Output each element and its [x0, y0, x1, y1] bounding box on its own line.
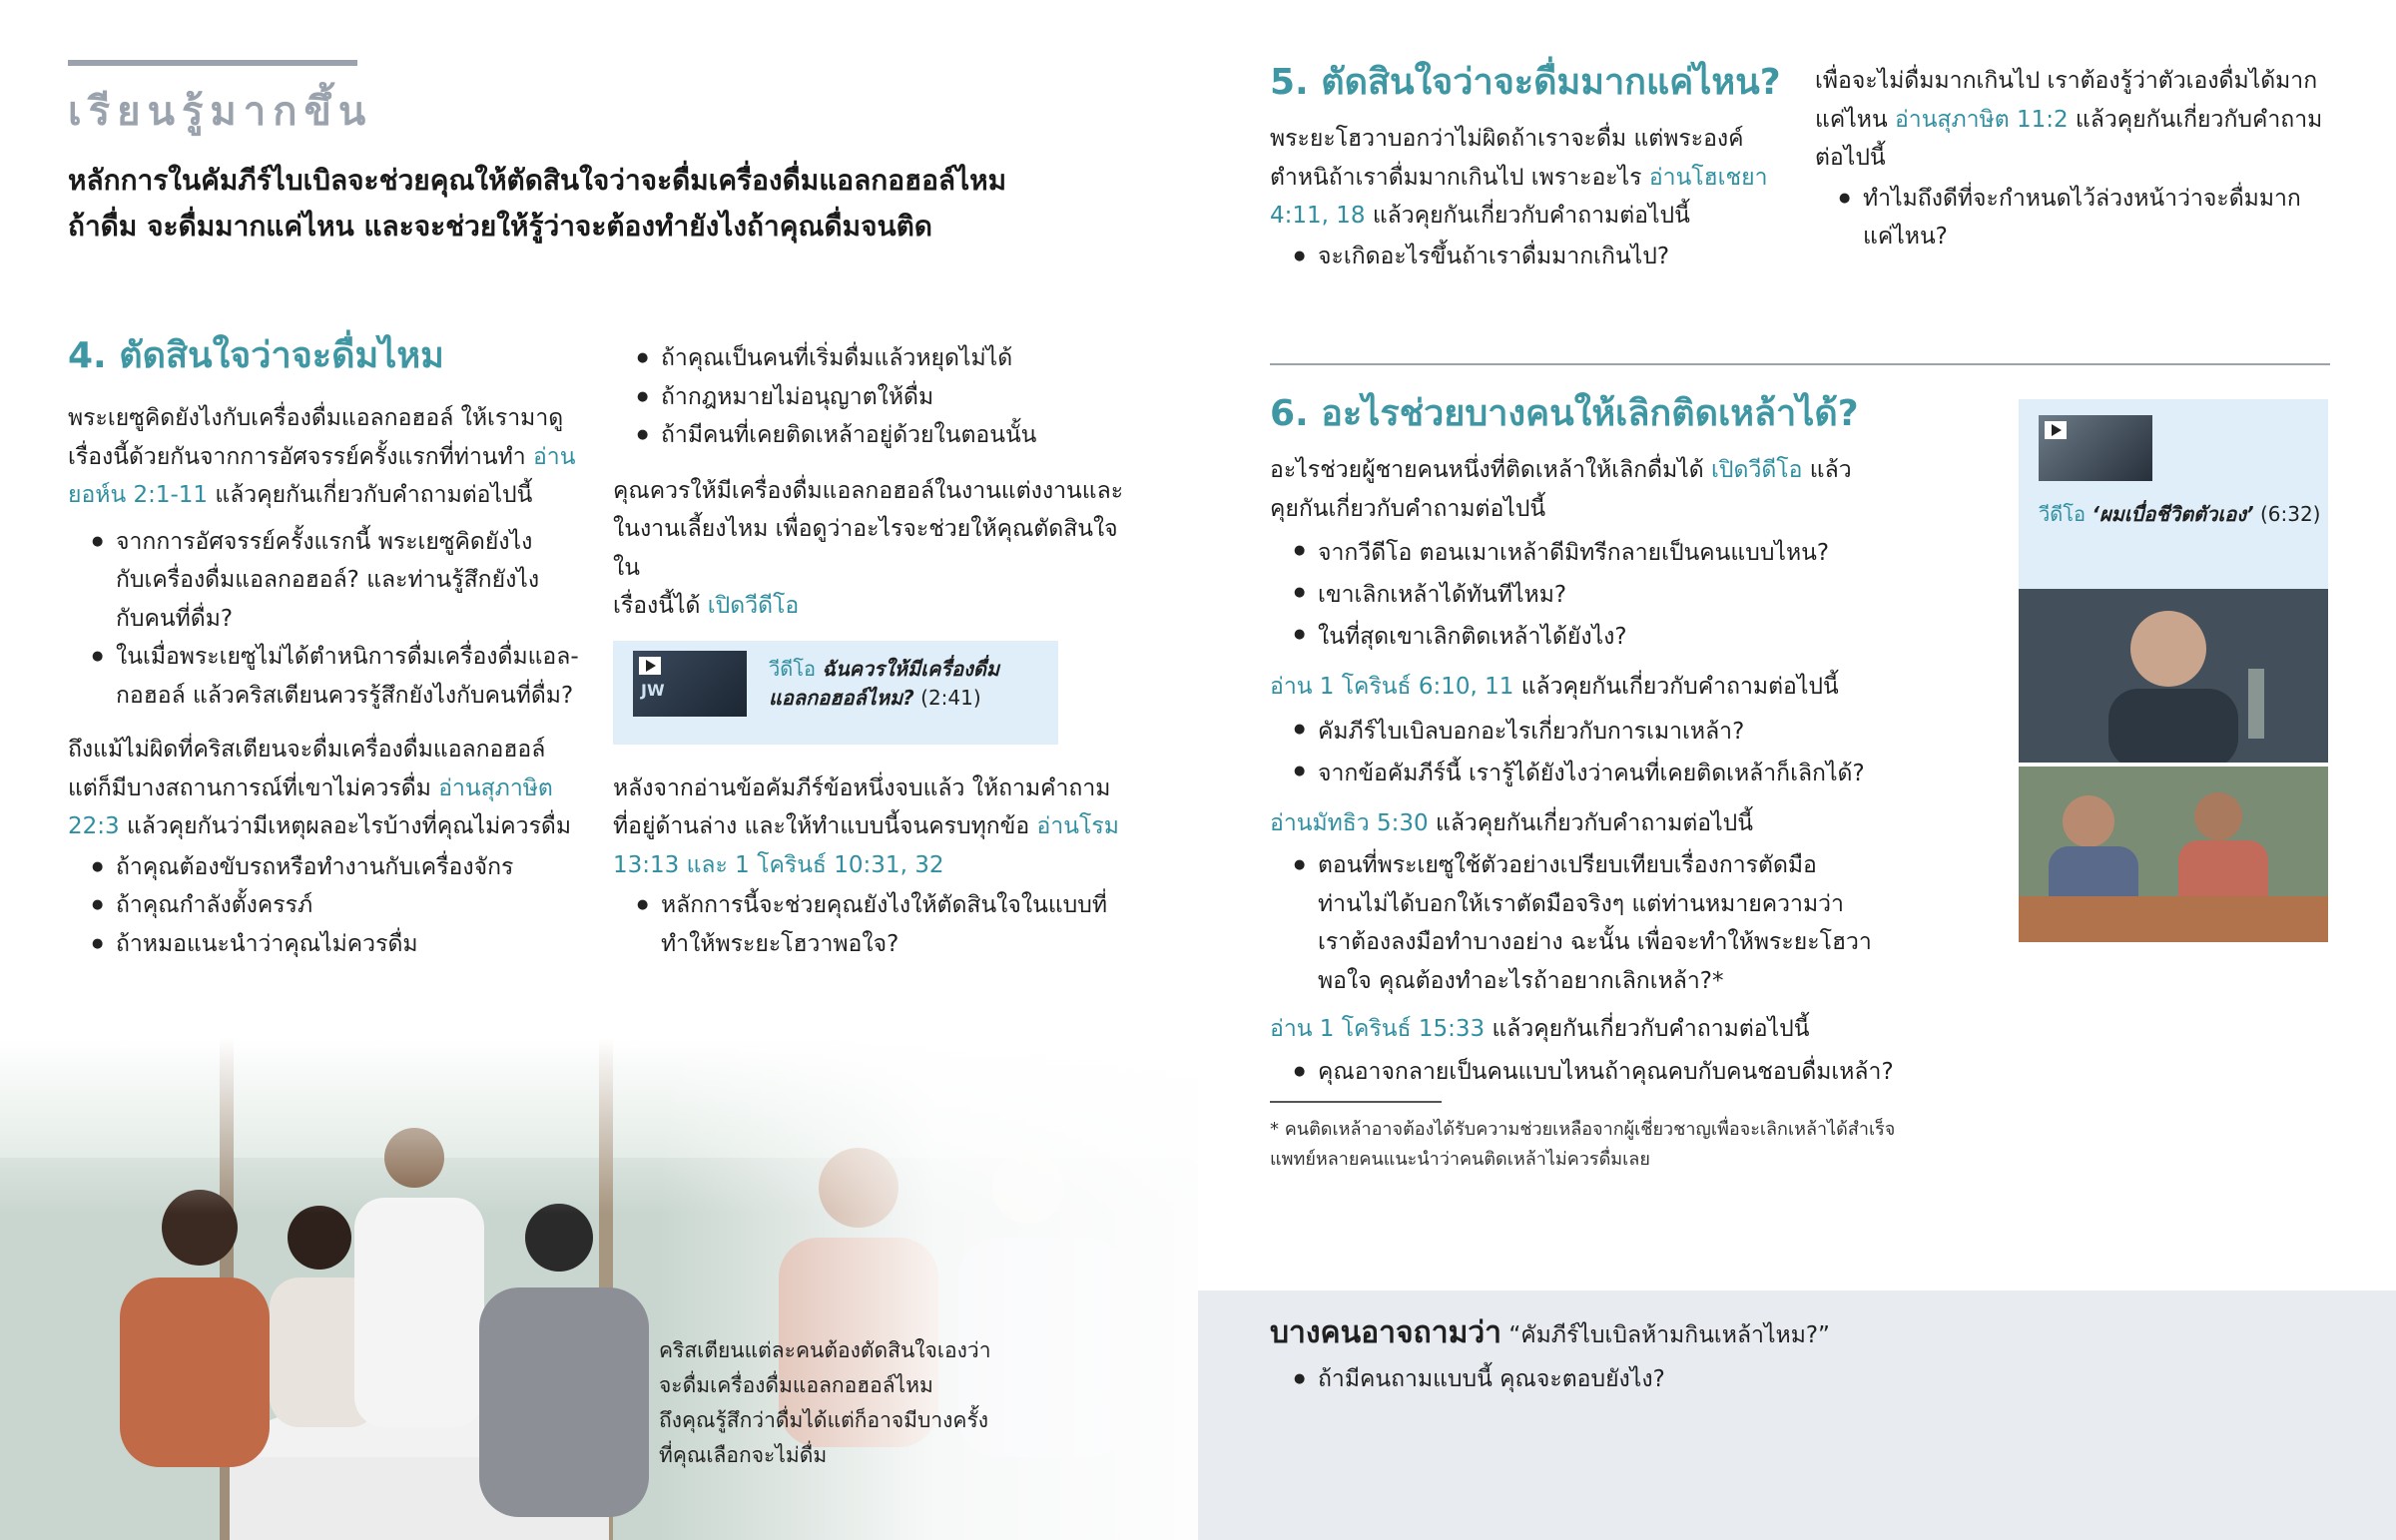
- question-item: ● ในที่สุดเขาเลิกติดเหล้าได้ยังไง?: [1270, 616, 1969, 658]
- text-line: ● ตอนที่พระเยซูใช้ตัวอย่างเปรียบเทียบเรื่องการตัดมือ: [1318, 852, 1817, 878]
- section-5-heading: 5. ตัดสินใจว่าจะดื่มมากแค่ไหน?: [1270, 62, 1781, 103]
- reason-item: ● ถ้ามีคนที่เคยติดเหล้าอยู่ด้วยในตอนนั้น: [613, 416, 1132, 455]
- text-line: ● ในเมื่อพระเยซูไม่ได้ตำหนิการดื่มเครื่องดื่มแอล-: [116, 644, 579, 670]
- text-line: พอใจ คุณต้องทำอะไรถ้าอยากเลิกเหล้า?*: [1318, 967, 1724, 994]
- text-span: ตำหนิถ้าเราดื่มมากเกินไป เพราะอะไร: [1270, 164, 1649, 191]
- text-line: * คนติดเหล้าอาจต้องได้รับความช่วยเหลือจากผู้เชี่ยวชาญเพื่อจะเลิกเหล้าได้สำเร็จ: [1270, 1119, 1896, 1140]
- text-line: หลังจากอ่านข้อคัมภีร์ข้อหนึ่งจบแล้ว ให้ถามคำถาม: [613, 774, 1111, 801]
- text-line: [1270, 159, 1789, 198]
- text-span: อะไรช่วยผู้ชายคนหนึ่งที่ติดเหล้าให้เลิกดื่มได้: [1270, 457, 1712, 483]
- section-5-para2: [1815, 62, 2334, 178]
- text-line: พระเยซูคิดยังไงกับเครื่องดื่มแอลกอฮอล์ ให้เรามาดู: [68, 405, 564, 431]
- reason-item: ● ถ้าหมอแนะนำว่าคุณไม่ควรดื่ม: [68, 925, 587, 964]
- text-line: ในงานเลี้ยงไหม เพื่อดูว่าอะไรจะช่วยให้คุณตัดสินใจใน: [613, 516, 1118, 581]
- reason-list: [68, 848, 587, 964]
- text-line: กอฮอล์ แล้วคริสเตียนควรรู้สึกยังไงกับคนที่ดื่ม?: [116, 682, 574, 709]
- text-line: [769, 655, 999, 684]
- scripture-link[interactable]: อ่านสุภาษิต 11:2: [1894, 106, 2069, 133]
- ask-box: [1198, 1290, 2396, 1540]
- ask-heading-line: [1270, 1312, 1830, 1356]
- video-title: ฉันควรให้มีเครื่องดื่ม: [822, 656, 1000, 681]
- text-line: ● หลักการนี้จะช่วยคุณยังไงให้ตัดสินใจในแบบที่: [661, 892, 1108, 918]
- scripture-link[interactable]: อ่านมัทธิว 5:30: [1270, 809, 1429, 836]
- video-duration: (2:41): [913, 685, 981, 710]
- question-item: ● จะเกิดอะไรขึ้นถ้าเราดื่มมากเกินไป?: [1270, 238, 1789, 276]
- scripture-link[interactable]: 22:3: [68, 813, 120, 839]
- section-6-para1: [1270, 451, 1969, 528]
- video-label: วีดีโอ: [769, 656, 823, 681]
- section-4: [68, 333, 587, 963]
- text-line: กับคนที่ดื่ม?: [116, 605, 234, 632]
- text-line: [68, 770, 587, 808]
- text-line: ถึงแม้ไม่ผิดที่คริสเตียนจะดื่มเครื่องดื่มแอลกอฮอล์: [68, 737, 546, 763]
- text-span: เรื่องนี้ได้: [613, 593, 708, 619]
- question-item: ● คุณอาจกลายเป็นคนแบบไหนถ้าคุณคบกับคนชอบดื่มเหล้า?: [1270, 1053, 1969, 1092]
- scripture-link[interactable]: อ่านสุภาษิต: [438, 774, 553, 801]
- section-4-col2: [613, 339, 1132, 963]
- text-line: ถึงคุณรู้สึกว่าดื่มได้แต่ก็อาจมีบางครั้ง: [659, 1408, 988, 1432]
- text-line: จะดื่มเครื่องดื่มแอลกอฮอล์ไหม: [659, 1373, 933, 1397]
- scripture-link[interactable]: 13:13 และ 1 โครินธ์ 10:31, 32: [613, 851, 944, 878]
- video-title: แอลกอฮอล์ไหม?: [769, 685, 914, 710]
- text-line: พระยะโฮวาบอกว่าไม่ผิดถ้าเราจะดื่ม แต่พระองค์: [1270, 126, 1744, 152]
- ask-quote: “คัมภีร์ไบเบิลห้ามกินเหล้าไหม?”: [1501, 1322, 1830, 1348]
- question-list: [1270, 711, 1969, 794]
- photo-bible-study-art: [2019, 767, 2328, 942]
- section-6: [1270, 391, 1969, 1175]
- question-item: ● จากข้อคัมภีร์นี้ เรารู้ได้ยังไงว่าคนที่เคยติดเหล้าก็เลิกได้?: [1270, 753, 1969, 794]
- scripture-link[interactable]: อ่าน 1 โครินธ์ 6:10, 11: [1270, 674, 1514, 700]
- text-line: [68, 438, 587, 477]
- text-line: คุณควรให้มีเครื่องดื่มแอลกอฮอล์ในงานแต่งงานและ: [613, 477, 1124, 504]
- text-line: เราต้องลงมือทำบางอย่าง ฉะนั้น เพื่อจะทำให้พระยะโฮวา: [1318, 929, 1872, 955]
- question-item: [68, 638, 587, 715]
- section-5: [1270, 60, 1789, 275]
- section-4-para3: [613, 472, 1132, 626]
- kicker-rule: [68, 60, 357, 66]
- photo-bible-study: [2019, 767, 2328, 942]
- intro-lead-line2: ถ้าดื่ม จะดื่มมากแค่ไหน และจะช่วยให้รู้ว่าจะต้องทำยังไงถ้าคุณดื่มจนติด: [68, 210, 932, 243]
- play-icon: [2045, 421, 2067, 439]
- scripture-link[interactable]: อ่านโฮเชยา: [1648, 164, 1768, 191]
- reason-item: ● ถ้าคุณต้องขับรถหรือทำงานกับเครื่องจักร: [68, 848, 587, 887]
- section-4-para2: [68, 731, 587, 846]
- text-span: แล้วคุยกันเกี่ยวกับคำถามต่อไปนี้: [1485, 1016, 1810, 1042]
- video-card-dimitri[interactable]: [2019, 399, 2328, 589]
- reason-item: ● ถ้ากฎหมายไม่อนุญาตให้ดื่ม: [613, 378, 1132, 417]
- question-item: ● ถ้ามีคนถามแบบนี้ คุณจะตอบยังไง?: [1270, 1360, 1665, 1399]
- video-label: วีดีโอ: [2039, 502, 2093, 526]
- text-line: [68, 807, 587, 846]
- text-span: แล้วคุยกันเกี่ยวกับคำถามต่อไปนี้: [1365, 203, 1690, 229]
- text-span: แค่ไหน: [1815, 106, 1895, 133]
- text-span: ที่อยู่ด้านล่าง และให้ทำแบบนี้จนครบทุกข้อ: [613, 813, 1037, 839]
- text-span: แล้วคุยกันว่ามีเหตุผลอะไรบ้างที่คุณไม่ควรดื่ม: [119, 813, 572, 839]
- scripture-link[interactable]: อ่านโรม: [1036, 813, 1119, 839]
- section-6-read4: [1270, 1010, 1969, 1049]
- text-line: คุยกันเกี่ยวกับคำถามต่อไปนี้: [1270, 495, 1546, 522]
- question-item: ● คัมภีร์ไบเบิลบอกอะไรเกี่ยวกับการเมาเหล้า?: [1270, 711, 1969, 753]
- play-icon: [639, 657, 661, 675]
- section-4-para4: [613, 770, 1132, 885]
- question-list: [1270, 846, 1969, 1000]
- video-thumbnail[interactable]: [633, 651, 747, 717]
- jw-logo: JW: [641, 680, 665, 700]
- open-video-link[interactable]: เปิดวีดีโอ: [707, 593, 800, 619]
- illustration-caption: [659, 1333, 990, 1473]
- question-item: [68, 523, 587, 639]
- question-item: [613, 886, 1132, 963]
- text-line: [769, 684, 999, 713]
- intro-lead: [68, 158, 1006, 250]
- text-line: เพื่อจะไม่ดื่มมากเกินไป เราต้องรู้ว่าตัวเองดื่มได้มาก: [1815, 68, 2318, 94]
- scripture-link[interactable]: อ่าน: [532, 443, 576, 470]
- kicker-title: เรียนรู้มากขึ้น: [68, 89, 373, 135]
- question-item: ● จากวีดีโอ ตอนเมาเหล้าดีมิทรีกลายเป็นคนแบบไหน?: [1270, 532, 1969, 574]
- text-span: แต่ก็มีบางสถานการณ์ที่เขาไม่ควรดื่ม: [68, 774, 439, 801]
- video-caption: [769, 655, 999, 713]
- section-4-intro: [68, 399, 587, 515]
- text-line: [613, 587, 1132, 626]
- text-span: แล้ว: [1802, 457, 1852, 483]
- section-6-read2: [1270, 668, 1969, 707]
- illustration-dinner: [0, 1038, 1198, 1540]
- scripture-link[interactable]: ยอห์น 2:1-11: [68, 482, 209, 508]
- question-list: [68, 523, 587, 716]
- video-duration: (6:32): [2253, 502, 2321, 526]
- text-line: [1270, 197, 1789, 236]
- text-line: แค่ไหน?: [1863, 224, 1948, 250]
- section-6-read3: [1270, 804, 1969, 843]
- question-list: [1815, 180, 2334, 257]
- text-span: แล้วคุยกันเกี่ยวกับคำถาม: [2068, 106, 2323, 133]
- question-item: [1270, 846, 1969, 1000]
- section-6-heading: 6. อะไรช่วยบางคนให้เลิกติดเหล้าได้?: [1270, 393, 1859, 434]
- photo-man-drinking: [2019, 589, 2328, 763]
- text-line: ท่านไม่ได้บอกให้เราตัดมือจริงๆ แต่ท่านหมายความว่า: [1318, 890, 1844, 917]
- question-list: [613, 886, 1132, 963]
- text-span: เรื่องนี้ด้วยกันจากการอัศจรรย์ครั้งแรกที่ท่านทำ: [68, 443, 533, 470]
- video-caption: [2039, 499, 2320, 529]
- footnote: [1270, 1115, 1969, 1175]
- question-item: [1815, 180, 2334, 257]
- scripture-link[interactable]: อ่าน 1 โครินธ์ 15:33: [1270, 1016, 1486, 1042]
- text-line: [613, 846, 1132, 885]
- video-title: ‘ผมเบื่อชีวิตตัวเอง’: [2092, 502, 2254, 526]
- text-line: กับเครื่องดื่มแอลกอฮอล์? และท่านรู้สึกยังไง: [116, 567, 540, 593]
- intro-lead-line1: หลักการในคัมภีร์ไบเบิลจะช่วยคุณให้ตัดสินใจว่าจะดื่มเครื่องดื่มแอลกอฮอล์ไหม: [68, 164, 1007, 197]
- text-line: ต่อไปนี้: [1815, 145, 1886, 171]
- photo-man-drinking-art: [2019, 589, 2328, 763]
- section-5-col2: [1815, 62, 2334, 257]
- ask-question-list: [1270, 1360, 1665, 1399]
- scripture-link[interactable]: 4:11, 18: [1270, 203, 1366, 229]
- text-span: แล้วคุยกันเกี่ยวกับคำถามต่อไปนี้: [208, 482, 533, 508]
- ask-heading: บางคนอาจถามว่า: [1270, 1315, 1502, 1350]
- footnote-rule: [1270, 1101, 1442, 1103]
- dinner-scene-art: [0, 1038, 1198, 1540]
- section-5-para1: [1270, 120, 1789, 236]
- text-line: [1815, 101, 2334, 140]
- reason-list: [613, 339, 1132, 455]
- text-line: ที่คุณเลือกจะไม่ดื่ม: [659, 1443, 828, 1467]
- text-line: คริสเตียนแต่ละคนต้องตัดสินใจเองว่า: [659, 1338, 991, 1362]
- question-list: [1270, 1053, 1969, 1092]
- text-line: [68, 476, 587, 515]
- video-card[interactable]: [613, 641, 1058, 745]
- text-span: แล้วคุยกันเกี่ยวกับคำถามต่อไปนี้: [1428, 809, 1753, 836]
- open-video-link[interactable]: เปิดวีดีโอ: [1711, 457, 1803, 483]
- reason-item: ● ถ้าคุณเป็นคนที่เริ่มดื่มแล้วหยุดไม่ได้: [613, 339, 1132, 378]
- question-item: ● เขาเลิกเหล้าได้ทันทีไหม?: [1270, 574, 1969, 616]
- text-line: ทำให้พระยะโฮวาพอใจ?: [661, 930, 899, 957]
- section-divider: [1270, 363, 2330, 365]
- text-span: แล้วคุยกันเกี่ยวกับคำถามต่อไปนี้: [1513, 674, 1839, 700]
- text-line: [613, 807, 1132, 846]
- video-thumbnail[interactable]: [2039, 415, 2152, 481]
- text-line: ● ทำไมถึงดีที่จะกำหนดไว้ล่วงหน้าว่าจะดื่มมาก: [1863, 185, 2301, 212]
- text-line: [1270, 451, 1969, 490]
- question-list: [1270, 238, 1789, 276]
- question-list: [1270, 532, 1969, 658]
- reason-item: ● ถ้าคุณกำลังตั้งครรภ์: [68, 886, 587, 925]
- section-4-heading: 4. ตัดสินใจว่าจะดื่มไหม: [68, 335, 444, 376]
- text-line: ● จากการอัศจรรย์ครั้งแรกนี้ พระเยซูคิดยังไง: [116, 528, 533, 555]
- text-line: แพทย์หลายคนแนะนำว่าคนติดเหล้าไม่ควรดื่มเลย: [1270, 1149, 1650, 1170]
